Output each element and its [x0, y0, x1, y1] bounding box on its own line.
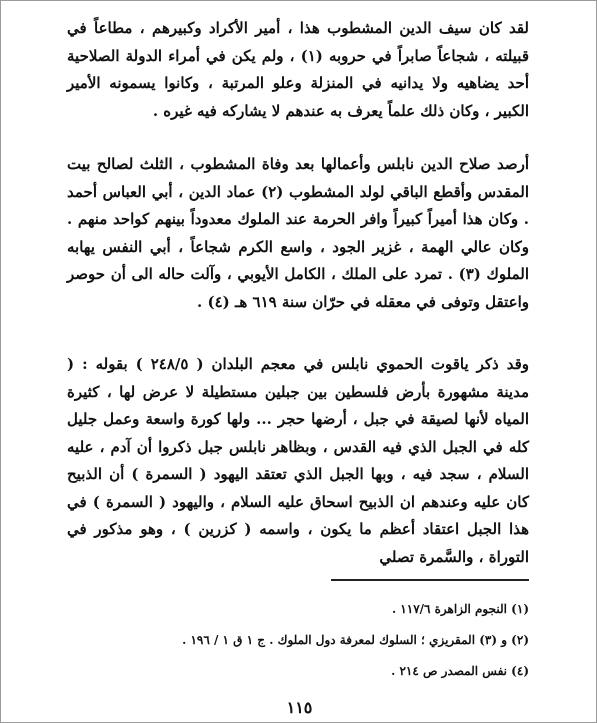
body-paragraph-nablus-allocation: أرصد صلاح الدين نابلس وأعمالها بعد وفاة المشطوب ، الثلث لصالح بيت المقدس وأقطع الباقي لولد المشطوب (٢) عماد الدين ، أبي العباس أحمد . وكان هذا أميراً كبيراً وافر الحرمة عند الملوك معدوداً بينهم كواحد منهم . وكان عالي الهمة ، غزير الجود ، واسع الكرم شجاعاً ، أبي النفس يهابه الملوك (٣) . تمرد على الملك ، الكامل الأيوبي ، وآلت حاله الى أن حوصر واعتقل وتوفى في معقله في حرّان سنة ٦١٩ هـ (٤) . [67, 155, 530, 311]
body-paragraph-yaqut-quote: وقد ذكر ياقوت الحموي نابلس في معجم البلدان ( ٢٤٨/٥ ) بقوله : ( مدينة مشهورة بأرض فلسطين بين جبلين مستطيلة لا عرض لها ، كثيرة المياه لأنها لصيقة في جبل ، أرضها حجر ... ولها كورة واسعة وعمل جليل كله في الجبل الذي فيه القدس ، وبظاهر نابلس جبل ذكروا أن آدم ، عليه السلام ، سجد فيه ، وبها الجبل الذي تعتقد اليهود ( السمرة ) أن الذبيح كان عليه وعندهم ان الذبيح اسحاق عليه السلام ، واليهود ( السمرة ) في هذا الجبل اعتقاد أعظم ما يكون ، واسمه ( كزرين ) ، وهو مذكور في التوراة ، والسَّمرة تصلي [67, 355, 529, 566]
footnote-item: (١) النجوم الزاهرة ١١٧/٦ . [391, 602, 529, 616]
footnote-item: (٢) و (٣) المقريزي ؛ السلوك لمعرفة دول الملوك . ج ١ ق ١ / ١٩٦ . [182, 633, 529, 647]
page-number: ١١٥ [286, 698, 313, 717]
footnote-item: (٤) نفس المصدر ص ٢١٤ . [391, 664, 529, 678]
body-paragraph-mashtub-description: لقد كان سيف الدين المشطوب هذا ، أمير الأكراد وكبيرهم ، مطاعاً في قبيلته ، شجاعاً صابراً في حروبه (١) ، ولم يكن في أمراء الدولة الصلاحية أحد يضاهيه ولا يدانيه في المنزلة وعلو المرتبة ، وكانوا يسمونه الأمير الكبير ، وكان ذلك علماً يعرف به عندهم لا يشاركه فيه غيره . [67, 19, 529, 120]
footnotes-list [67, 599, 529, 692]
footnote-separator-line [331, 579, 529, 581]
